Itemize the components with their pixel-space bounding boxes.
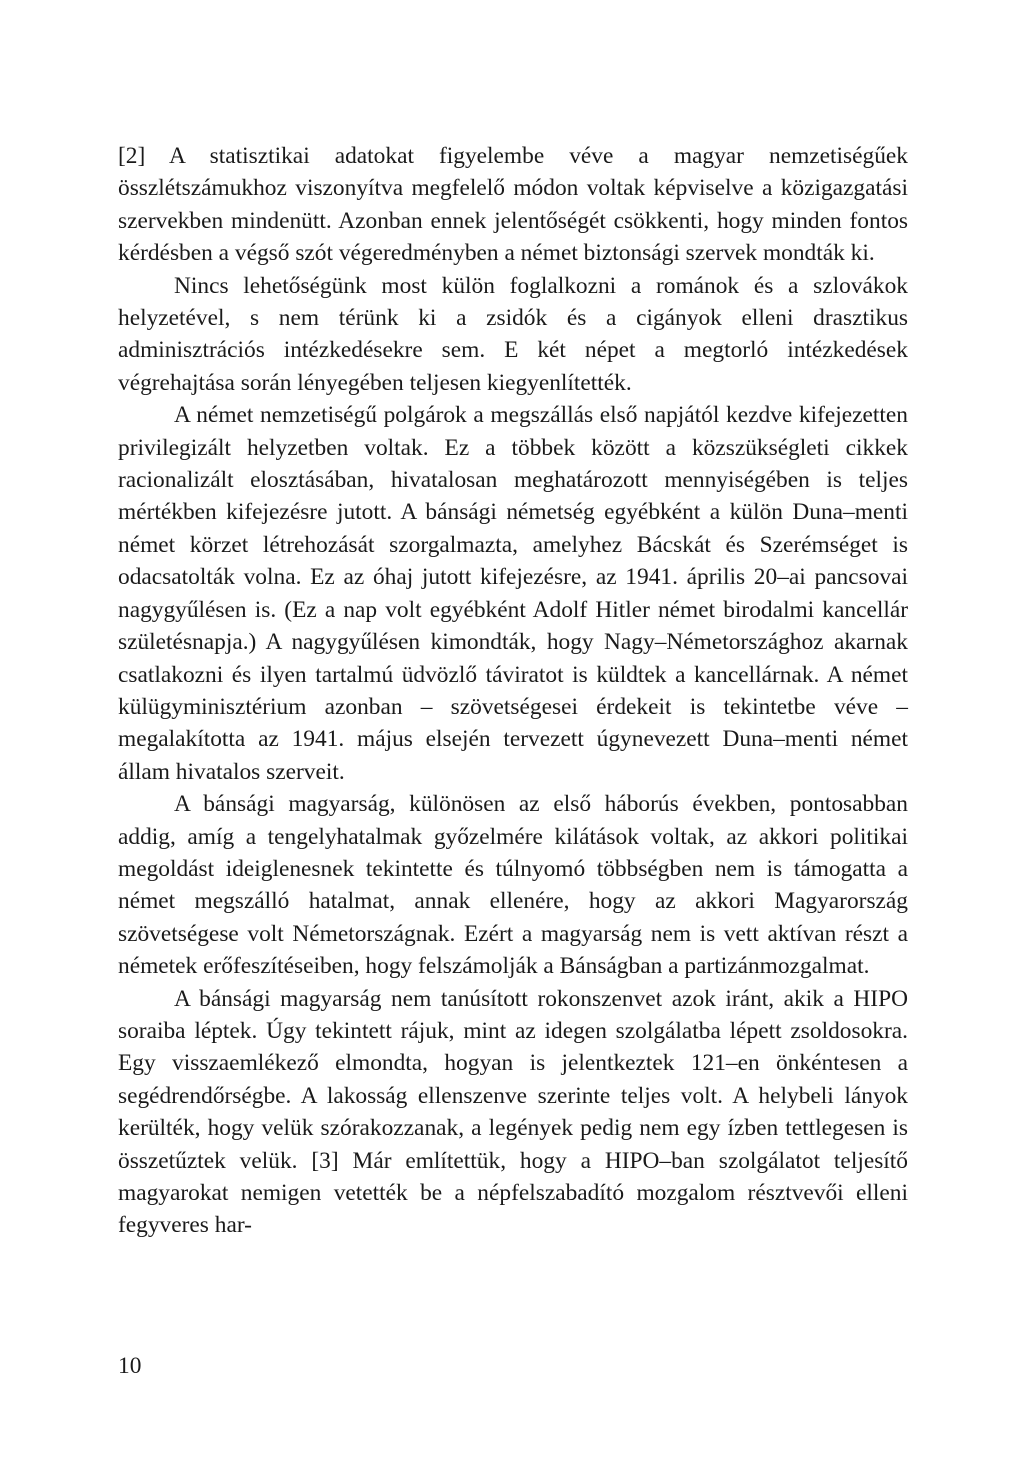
paragraph-2: Nincs lehetőségünk most külön foglalkozni a románok és a szlovákok helyzetével, s nem térünk ki a zsidók és a cigányok elleni drasztikus adminisztrációs intézkedésekre sem. E két népet a megtorló intézkedések végrehajtása során lényegében teljesen kiegyenlítették.: [118, 272, 908, 396]
body-text: [118, 140, 908, 1242]
paragraph-1: [2] A statisztikai adatokat figyelembe véve a magyar nemzetiségűek összlétszámukhoz viszonyítva megfelelő módon voltak képviselve a közigazgatási szervekben mindenütt. Azonban ennek jelentőségét csökkenti, hogy minden fontos kérdésben a végső szót végeredményben a német biztonsági szervek mondták ki.: [118, 143, 908, 267]
paragraph-3: A német nemzetiségű polgárok a megszállás első napjától kezdve kifejezetten privilegizált helyzetben voltak. Ez a többek között a közszükségleti cikkek racionalizált elosztásában, hivatalosan meghatározott mennyiségében is teljes mértékben kifejezésre jutott. A bánsági németség egyébként a külön Duna–menti német körzet létrehozását szorgalmazta, amelyhez Bácskát és Szerémséget is odacsatolták volna. Ez az óhaj jutott kifejezésre, az 1941. április 20–ai pancsovai nagygyűlésen is. (Ez a nap volt egyébként Adolf Hitler német birodalmi kancellár születésnapja.) A nagygyűlésen kimondták, hogy Nagy–Németországhoz akarnak csatlakozni és ilyen tartalmú üdvözlő táviratot is küldtek a kancellárnak. A német külügyminisztérium azonban – szövetségesei érdekeit is tekintetbe véve – megalakította az 1941. május elsején tervezett úgynevezett Duna–menti német állam hivatalos szerveit.: [118, 402, 908, 785]
page-number: 10: [118, 1353, 142, 1379]
paragraph-5: A bánsági magyarság nem tanúsított rokonszenvet azok iránt, akik a HIPO soraiba léptek. Úgy tekintett rájuk, mint az idegen szolgálatba lépett zsoldosokra. Egy visszaemlékező elmondta, hogyan is jelentkeztek 121–en önkéntesen a segédrendőrségbe. A lakosság ellenszenve szerinte teljes volt. A helybeli lányok kerülték, hogy velük szórakozzanak, a legények pedig nem egy ízben tettlegesen is összetűztek velük. [3] Már említettük, hogy a HIPO–ban szolgálatot teljesítő magyarokat nemigen vetették be a népfelszabadító mozgalom résztvevői elleni fegyveres har-: [118, 985, 908, 1239]
paragraph-4: A bánsági magyarság, különösen az első háborús években, pontosabban addig, amíg a tengelyhatalmak győzelmére kilátások voltak, az akkori politikai megoldást ideiglenesnek tekintette és túlnyomó többségben nem is támogatta a német megszálló hatalmat, annak ellenére, hogy az akkori Magyarország szövetségese volt Németországnak. Ezért a magyarság nem is vett aktívan részt a németek erőfeszítéseiben, hogy felszámolják a Bánságban a partizánmozgalmat.: [118, 791, 908, 980]
